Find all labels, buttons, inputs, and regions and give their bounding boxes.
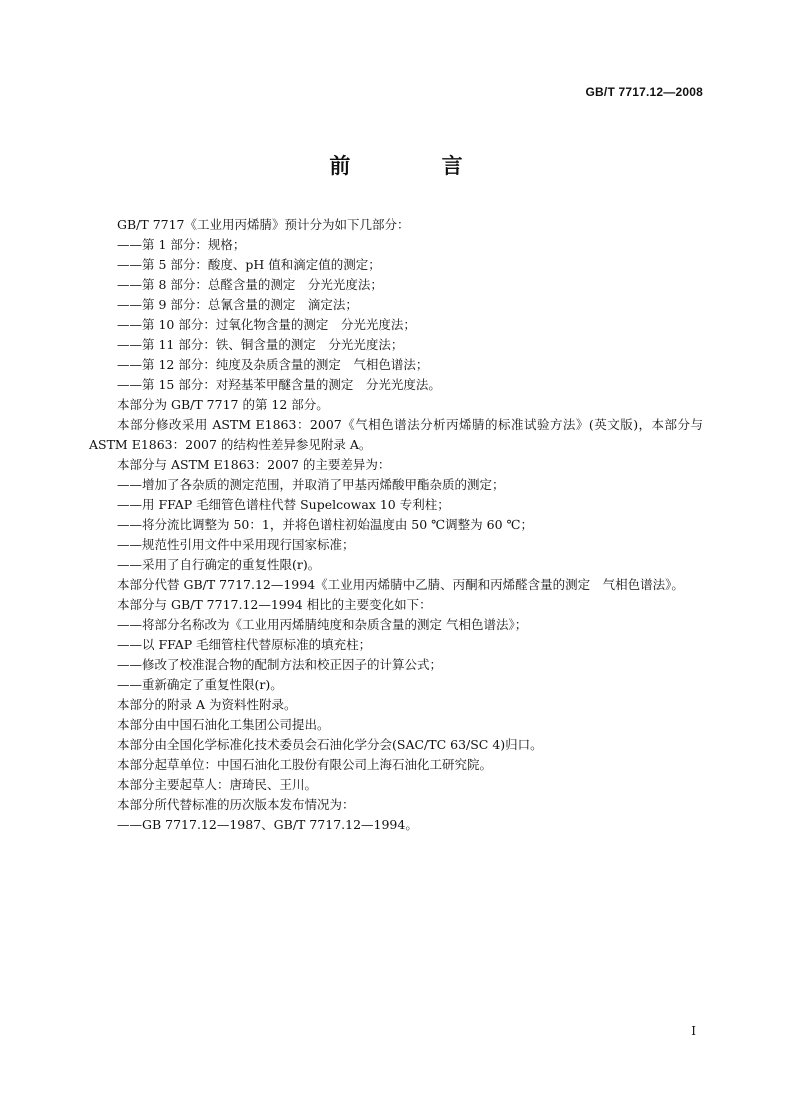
paragraph: 本部分修改采用 ASTM E1863：2007《气相色谱法分析丙烯腈的标准试验方法》(英文版)，本部分与 ASTM E1863：2007 的结构性差异参见附录 A。 [89,417,703,452]
list-item: ——修改了校准混合物的配制方法和校正因子的计算公式； [117,657,443,672]
paragraph: 本部分的附录 A 为资料性附录。 [117,697,297,712]
paragraph: 本部分起草单位：中国石油化工股份有限公司上海石油化工研究院。 [117,757,493,772]
list-item: ——增加了各杂质的测定范围，并取消了甲基丙烯酸甲酯杂质的测定； [117,477,505,492]
paragraph: 本部分所代替标准的历次版本发布情况为： [117,797,355,812]
paragraph: 本部分与 GB/T 7717.12—1994 相比的主要变化如下： [117,597,432,612]
paragraph: 本部分与 ASTM E1863：2007 的主要差异为： [117,457,391,472]
paragraph: 本部分主要起草人：唐琦民、王川。 [117,777,318,792]
list-item: ——用 FFAP 毛细管色谱柱代替 Supelcowax 10 专利柱； [117,497,450,512]
list-item: ——重新确定了重复性限(r)。 [117,677,283,692]
list-item: ——第 11 部分：铁、铜含量的测定 分光光度法； [117,337,404,352]
list-item: ——第 5 部分：酸度、pH 值和滴定值的测定； [117,257,381,272]
standard-code: GB/T 7717.12—2008 [585,85,703,99]
list-item: ——第 8 部分：总醛含量的测定 分光光度法； [117,277,383,292]
paragraph: GB/T 7717《工业用丙烯腈》预计分为如下几部分： [117,217,410,232]
list-item: ——第 1 部分：规格； [117,237,246,252]
list-item: ——第 12 部分：纯度及杂质含量的测定 气相色谱法； [117,357,429,372]
list-item: ——第 15 部分：对羟基苯甲醚含量的测定 分光光度法。 [117,377,441,392]
list-item: ——将部分名称改为《工业用丙烯腈纯度和杂质含量的测定 气相色谱法》； [117,617,528,632]
list-item: ——第 10 部分：过氧化物含量的测定 分光光度法； [117,317,416,332]
page-title: 前 言 [329,154,505,178]
list-item: ——以 FFAP 毛细管柱代替原标准的填充柱； [117,637,372,652]
foreword-body [89,215,703,835]
list-item: ——采用了自行确定的重复性限(r)。 [117,557,321,572]
list-item: ——GB 7717.12—1987、GB/T 7717.12—1994。 [117,817,418,832]
paragraph: 本部分代替 GB/T 7717.12—1994《工业用丙烯腈中乙腈、丙酮和丙烯醛含量的测定 气相色谱法》。 [117,577,684,592]
list-item: ——规范性引用文件中采用现行国家标准； [117,537,355,552]
list-item: ——第 9 部分：总氰含量的测定 滴定法； [117,297,358,312]
paragraph: 本部分由中国石油化工集团公司提出。 [117,717,330,732]
list-item: ——将分流比调整为 50：1，并将色谱柱初始温度由 50 ℃调整为 60 ℃； [117,517,534,532]
paragraph: 本部分由全国化学标准化技术委员会石油化学分会(SAC/TC 63/SC 4)归口。 [117,737,543,752]
paragraph: 本部分为 GB/T 7717 的第 12 部分。 [117,397,329,412]
page-number: I [691,1024,696,1038]
